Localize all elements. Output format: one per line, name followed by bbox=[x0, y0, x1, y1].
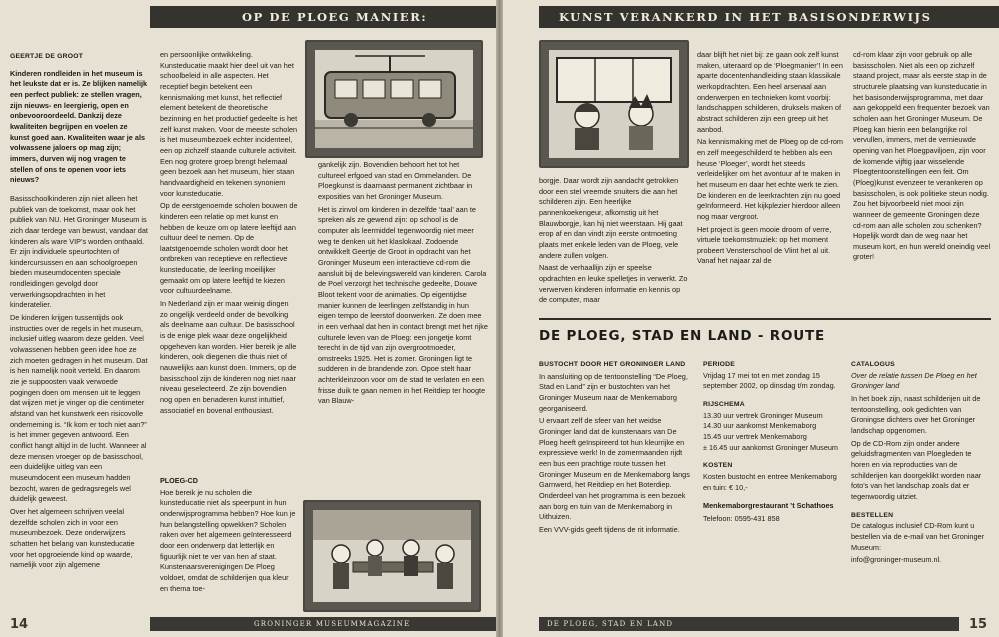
paragraph: Op de eerstgenoemde scholen bouwen de kinderen een relatie op met kunst en hebben de keuze om op latere leeftijd aan cultuur deel te nemen. Op de laatstgenoemde scholen wordt door het ontbreken van receptieve en reflectieve kunsteducatie, de leerling moeilijker gemaakt om op latere leeftijd te kiezen voor cultuurdeelname. bbox=[160, 201, 298, 296]
periode-heading: PERIODE bbox=[703, 361, 735, 368]
left-column-2b bbox=[160, 476, 298, 593]
illustration-cafe bbox=[303, 500, 481, 612]
right-article-col-2 bbox=[697, 50, 845, 304]
left-page-number: 14 bbox=[10, 617, 29, 632]
route-catalogus-column bbox=[851, 360, 991, 596]
rijschema-heading: RIJSCHEMA bbox=[703, 400, 745, 408]
left-column-2a bbox=[160, 50, 298, 486]
restaurant-name: Menkemaborgrestaurant ’t Schathoes bbox=[703, 501, 834, 511]
tram-drawing bbox=[315, 50, 473, 148]
left-column-1 bbox=[10, 52, 148, 576]
right-col1-body bbox=[539, 176, 689, 306]
left-banner: OP DE PLOEG MANIER: bbox=[150, 6, 496, 28]
paragraph: borgje. Daar wordt zijn aandacht getrokken door een stel vreemde snuiters die aan het schilderen zijn. Een heerlijke pannenkoekengeur, afkomstig uit het Blauwborgje, kan hij niet weerstaan. Hij gaat erop af en dan vindt zijn eerste ontmoeting plaats met enkele leden van de Ploeg, vele andere zullen volgen. bbox=[539, 176, 683, 260]
left-col3-body bbox=[318, 160, 488, 407]
paragraph: Basisschoolkinderen zijn niet alleen het publiek van de toekomst, maar ook het publiek van NU. Het Groninger Museum is zich daar terdege van bewust, vandaar dat kinderen als ware VIP’s worden onthaald. Er zijn individuele speurtochten of kindercursussen en aan schoolgroepen bieden museumdocenten speciale rondleidingen gevolgd door verwerkingsopdrachten in het kinderatelier. bbox=[10, 193, 148, 310]
route-title: DE PLOEG, STAD EN LAND - ROUTE bbox=[539, 328, 826, 344]
paragraph: daar blijft het niet bij: ze gaan ook zelf kunst maken, uiteraard op de ‘Ploegmanier’! In een aparte docentenhandleiding staan klassikale werkopdrachten. Een heel arsenaal aan onderwerpen en technieken komt voorbij: landschappen schilderen, druksels maken of abstract schilderen zijn een greep uit het aanbod. bbox=[697, 50, 843, 134]
right-banner: KUNST VERANKERD IN HET BASISONDERWIJS bbox=[539, 6, 999, 28]
paragraph: De kinderen krijgen tussentijds ook instructies over de regels in het museum, inclusief uitleg waarom deze gelden. Veel volwassenen hebben geen idee hoe ze zich moeten gedragen in het museum. Dat is hen namelijk nooit verteld. En daarom zie je suppoosten vaak verwoede pogingen doen om mensen uit te leggen dat wijzen met je vinger op die centimeter afstand van het kunstwerk een risicovolle onderneming is. “Ik kom er toch niet aan?” is het immer gegeven antwoord. Een conflict hangt altijd in de lucht. Wanneer al deze mensen vroeger op de basisschool, een duidelijke uitleg van een museumdocent een museum hadden bezocht, waren de gedragsregels wel duidelijk geweest. bbox=[10, 313, 148, 504]
rijschema-list bbox=[703, 411, 841, 454]
author-name: GEERTJE DE GROOT bbox=[10, 53, 84, 60]
paragraph: en persoonlijke ontwikkeling. Kunsteducatie maakt hier deel uit van het schoolbeleid in alle aspecten. Het receptief begin betekent een kennismaking met kunst, het reflectief element betekent de theoretische bezinning en het productief gedeelte is het zelf kunst maken. Voor de meeste scholen is het museumbezoek echter incidenteel, een op zichzelf staande culturele activiteit. Een nog grotere groep brengt helemaal geen bezoek aan het museum, hier staan handvaardigheid en tekenen synoniem voor kunsteducatie. bbox=[160, 50, 298, 198]
train-interior-drawing bbox=[549, 50, 679, 158]
cdrom-text: Op de CD-Rom zijn onder andere geluidsfragmenten van Ploegleden te horen en via reproducties van de schilderijen kan doorgeklikt worden naar foto’s van het landschap zoals dat er tegenwoordig uitziet. bbox=[851, 438, 982, 501]
paragraph: Een VVV-gids geeft tijdens de rit informatie. bbox=[539, 524, 680, 534]
route-info-column bbox=[703, 360, 841, 596]
rijschema-line: 13.30 uur vertrek Groninger Museum bbox=[703, 410, 823, 420]
bus-body bbox=[539, 372, 691, 536]
paragraph: Na kennismaking met de Ploeg op de cd-rom en zelf meegeschilderd te hebben als een heuse ‘Ploeger’, wordt het steeds verleidelijker om het avontuur af te maken in het museum en daar het echte werk te zien. De kinderen en de leerkrachten zijn nu goed geïnformeerd. Het kijkplezier hierdoor alleen nog maar vergroot. bbox=[697, 137, 844, 221]
left-column-3 bbox=[318, 160, 488, 498]
paragraph: gankelijk zijn. Bovendien behoort het tot het cultureel erfgoed van stad en Ommelanden. De Ploegkunst is daarnaast permanent zichtbaar in exposities van het Groninger Museum. bbox=[318, 160, 473, 201]
rijschema-line: 15.45 uur vertrek Menkemaborg bbox=[703, 431, 807, 441]
right-page bbox=[503, 0, 999, 637]
catalogus-subtitle: Over de relatie tussen De Ploeg en het Groninger land bbox=[851, 370, 977, 391]
paragraph: Het is zinvol om kinderen in dezelfde ‘taal’ aan te spreken als ze gewend zijn: op school is de computer als leermiddel tegenwoordig niet meer weg te denken uit het klaslokaal. Zodoende ontwikkelt Geertje de Groot in opdracht van het Groninger Museum een interactieve cd-rom die aansluit bij de belevingswereld van kinderen. Carola de Poel verzorgt het technische gedeelte, Douwe Bloot tekent voor de animaties. Op eigentijdse manier kunnen de leerlingen zelfstandig in hun eigen tempo de leerstof doorwerken. Ze doen mee in een verhaal dat hen in contact brengt met het rijke culturele leven van de Ploeg: een jongetje komt terecht in de tijd van zijn overgrootmoeder, omstreeks 1925. Het is zomer. Groningen ligt te sudderen in de brandende zon. Opoe stelt haar achterkleinzoon voor om de stad te verlaten en een frisse duik te gaan nemen in het Reitdiep ter hoogte van Blauw- bbox=[318, 204, 488, 406]
route-top-rule bbox=[539, 318, 991, 320]
bestellen-text: De catalogus inclusief CD-Rom kunt u bestellen via de e-mail van het Groninger Museum: bbox=[851, 521, 985, 552]
right-col3-body bbox=[853, 50, 991, 263]
left-page bbox=[0, 0, 496, 637]
paragraph: Hoe bereik je nu scholen die kunsteducatie niet als speerpunt in hun onderwijsprogramma hebben? Hoe kun je hun belangstelling opwekken? Scholen raken over het algemeen geïnteresseerd door een onderwerp dat letterlijk en figuurlijk niet te ver van hen af staat. Kunstenaarsverenigingen De Ploeg voldoet, omdat de schilderijen qua kleur en thema toe- bbox=[160, 487, 296, 593]
route-bus-column bbox=[539, 360, 691, 596]
catalogus-heading: CATALOGUS bbox=[851, 361, 895, 368]
cafe-drawing bbox=[313, 510, 471, 602]
bus-heading: BUSTOCHT DOOR HET GRONINGER LAND bbox=[539, 361, 686, 368]
kosten-text: Kosten bustocht en entree Menkemaborg en tuin: € 10,- bbox=[703, 471, 837, 492]
right-col2-body bbox=[697, 50, 845, 267]
paragraph: Over het algemeen schrijven veelal dezelfde scholen zich in voor een museumbezoek. Deze onderwijzers schatten het belang van kunsteducatie voor het opgroeiende kind op waarde, namelijk voor zijn algemene bbox=[10, 506, 135, 570]
right-article-col-1 bbox=[539, 176, 689, 304]
illustration-tram bbox=[305, 40, 483, 158]
paragraph: Het project is geen mooie droom of verre, virtuele toekomstmuziek: op het moment probeert Vensterschool de Vlint het al uit. Vanaf het najaar zal de bbox=[697, 224, 832, 266]
left-col1-body bbox=[10, 194, 148, 571]
paragraph: U ervaart zelf de sfeer van het weidse Groninger land dat de kunstenaars van De Ploeg heeft geïnspireerd tot hun kleurrijke en expressieve werk! In de zomermaanden rijdt een bus een prachtige route tussen het Groninger Museum en de Menkemaborg langs Garnwerd, het Reitdiep en het Boterdiep. Onderdeel van het programma is een bezoek aan borg en tuin van de Menkemaborg in Uithuizen. bbox=[539, 416, 690, 522]
rijschema-line: 14.30 uur aankomst Menkemaborg bbox=[703, 421, 817, 431]
catalogus-text: In het boek zijn, naast schilderijen uit de tentoonstelling, ook gedichten van Groningse dichters over het Groninger landschap opgenomen. bbox=[851, 393, 981, 435]
left-col2b-body bbox=[160, 488, 298, 595]
ploeg-cd-heading: PLOEG-CD bbox=[160, 476, 198, 485]
periode-text: Vrijdag 17 mei tot en met zondag 15 september 2002, op dinsdag t/m zondag. bbox=[703, 370, 836, 391]
right-footer: DE PLOEG, STAD EN LAND bbox=[539, 617, 959, 631]
paragraph: Naast de verhaallijn zijn er speelse opdrachten en leuke spelletjes in verwerkt. Zo verwerven kinderen informatie en kennis op de computer, maar bbox=[539, 263, 688, 305]
bestellen-email[interactable]: info@groninger-museum.nl. bbox=[851, 555, 942, 565]
paragraph: In Nederland zijn er maar weinig dingen zo ongelijk verdeeld onder de bevolking als deelname aan cultuur. De basisschool is de enige plek waar deze ongelijkheid opgeheven kan worden. Hier bereik je alle kinderen, ook diegenen die thuis niet of nauwelijks aan kunst doen. Immers, op de basisschool zijn de kinderen nog niet naar niveau geselecteerd. Ze zijn bovendien nog open en benaderen kunst intuïtief, associatief en bovenal enthousiast. bbox=[160, 299, 297, 415]
left-col2a-body bbox=[160, 50, 298, 416]
paragraph: cd-rom klaar zijn voor gebruik op alle basisscholen. Niet als een op zichzelf staand project, maar als eerste stap in de structurele plaatsing van kunsteducatie in het basisonderwijsprogramma, met daar aan gekoppeld een frequenter bezoek van scholen aan het Groninger Museum. De Ploeg kan hierin een belangrijke rol vervullen, immers, met de vernieuwde opening van het Ploegpaviljoen, zijn voor de komende vijftig jaar wisselende Ploegtentoonstellingen een feit. Om (Ploeg)kunst evenzeer te verankeren op basisscholen, is ook politieke steun nodig. Zou het bijvoorbeeld niet mooi zijn wanneer de gemeente Groningen deze cd-rom aan alle scholen zou schenken? Hopelijk wordt dan de weg naar het museum kort, en hun wereld oneindig veel groter! bbox=[853, 50, 991, 262]
kosten-heading: KOSTEN bbox=[703, 462, 733, 470]
paragraph: In aansluiting op de tentoonstelling “De Ploeg, Stad en Land” zijn er bustochten van het Groninger Museum naar de Menkemaborg georganiseerd. bbox=[539, 371, 688, 413]
intro-text: Kinderen rondleiden in het museum is het leukste dat er is. Ze blijken namelijk een perfect publiek: ze stellen vragen, zijn nieuws- en leergierig, open en onbevooroordeeld. Dankzij deze kwaliteiten begrijpen en voelen ze kunst goed aan. Kwaliteiten waar je als volwassene jaloers op mag zijn; immers, durven wij nog vragen te stellen of ons te openen voor iets nieuws? bbox=[10, 68, 148, 185]
bestellen-heading: BESTELLEN bbox=[851, 511, 894, 519]
right-page-number: 15 bbox=[969, 617, 988, 632]
right-article-col-3 bbox=[853, 50, 991, 296]
rijschema-line: ± 16.45 uur aankomst Groninger Museum bbox=[703, 442, 839, 452]
restaurant-phone: Telefoon: 0595-431 858 bbox=[703, 513, 780, 523]
spine bbox=[496, 0, 503, 637]
illustration-train-interior bbox=[539, 40, 689, 168]
left-footer: GRONINGER MUSEUMMAGAZINE bbox=[150, 617, 496, 631]
